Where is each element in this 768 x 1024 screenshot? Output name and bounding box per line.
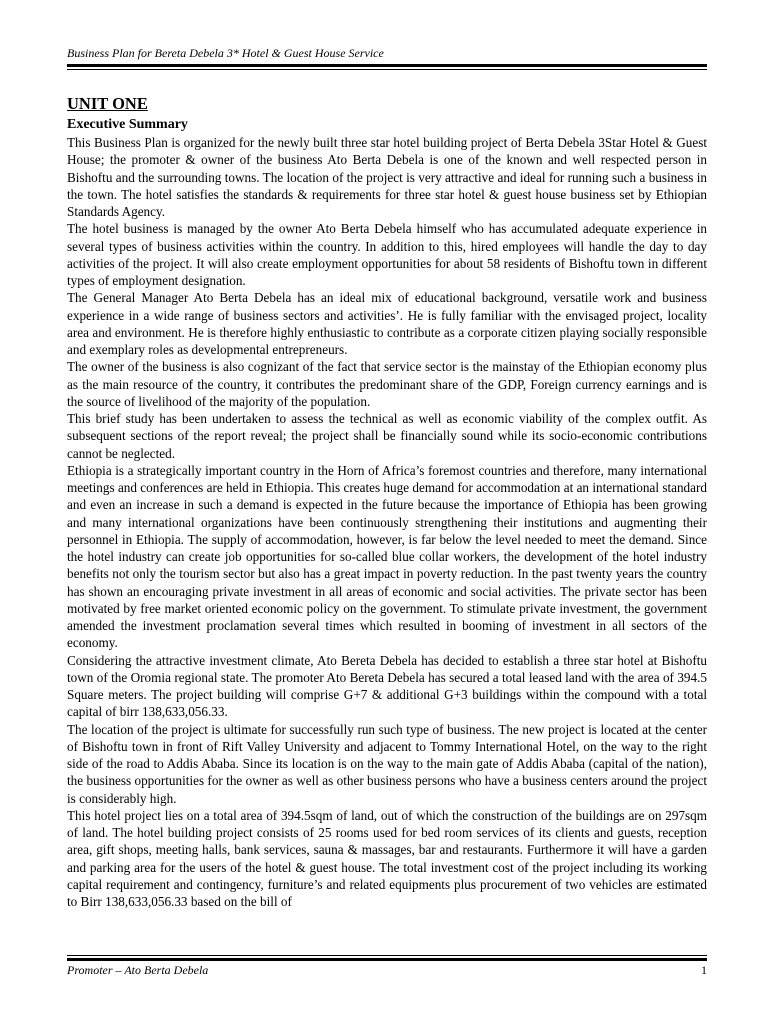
paragraph: This brief study has been undertaken to assess the technical as well as economic viability of the complex outfit. As subsequent sections of the report reveal; the project shall be financially sound while its socio-economic contributions cannot be neglected. bbox=[67, 411, 707, 461]
running-header: Business Plan for Bereta Debela 3* Hotel & Guest House Service bbox=[67, 46, 384, 60]
footer-divider bbox=[67, 955, 707, 961]
running-footer: Promoter – Ato Berta Debela bbox=[67, 963, 209, 977]
paragraph: The General Manager Ato Berta Debela has an ideal mix of educational background, versatile work and business experience in a wide range of business sectors and activities’. He is fully familiar with the envisaged project, locality area and environment. He is therefore highly enthusiastic to contribute as a corporate citizen playing socially responsible and exemplary roles as developmental entrepreneurs. bbox=[67, 290, 707, 357]
paragraph: This Business Plan is organized for the newly built three star hotel building project of Berta Debela 3Star Hotel & Guest House; the promoter & owner of the business Ato Berta Debela is one of the known and well respected person in Bishoftu and the surrounding towns. The location of the project is very attractive and ideal for running such a business in the town. The hotel satisfies the standards & requirements for three star hotel & guest house business set by Ethiopian Standards Agency. bbox=[67, 135, 707, 219]
paragraph: Ethiopia is a strategically important country in the Horn of Africa’s foremost countries and therefore, many international meetings and conferences are held in Ethiopia. This creates huge demand for accommodation at an international standard and even an increase in such a demand is expected in the future because the importance of Ethiopia has been growing and many international organizations have been continuously strengthening their institutions and augmenting their personnel in Ethiopia. The supply of accommodation, however, is far below the level needed to meet the demand. Since the hotel industry can create job opportunities for so-called blue collar workers, the development of the hotel industry benefits not only the tourism sector but also has a great impact in poverty reduction. In the past twenty years the country has shown an encouraging private investment in all areas of economic and social activities. The private sector has been motivated by free market oriented economic policy on the government. To stimulate private investment, the government amended the investment proclamation several times which resulted in booming of investment in all sectors of the economy. bbox=[67, 462, 707, 651]
unit-heading: UNIT ONE bbox=[67, 94, 148, 113]
page-body bbox=[67, 92, 707, 910]
header-divider bbox=[67, 64, 707, 70]
paragraph: The owner of the business is also cognizant of the fact that service sector is the mainstay of the Ethiopian economy plus as the main resource of the country, it contributes the predominant share of the GDP, Foreign currency earnings and is the source of livelihood of the majority of the population. bbox=[67, 359, 707, 409]
paragraph: The hotel business is managed by the owner Ato Berta Debela himself who has accumulated adequate experience in several types of business activities within the country. In addition to this, hired employees will handle the day to day activities of the project. It will also create employment opportunities for about 58 residents of Bishoftu town in different types of employment designation. bbox=[67, 221, 707, 288]
section-heading: Executive Summary bbox=[67, 117, 188, 132]
page-number: 1 bbox=[701, 963, 707, 977]
paragraph: This hotel project lies on a total area of 394.5sqm of land, out of which the construction of the buildings are on 297sqm of land. The hotel building project consists of 25 rooms used for bed room services of its clients and guests, reception area, gift shops, meeting halls, bank services, sauna & massages, bar and restaurants. Furthermore it will have a garden and parking area for the users of the hotel & guest house. The total investment cost of the project including its working capital requirement and contingency, furniture’s and related equipments plus procurement of two vehicles are estimated to Birr 138,633,056.33 based on the bill of bbox=[67, 807, 707, 909]
paragraph: The location of the project is ultimate for successfully run such type of business. The new project is located at the center of Bishoftu town in front of Rift Valley University and adjacent to Tommy International Hotel, on the way to the right side of the road to Addis Ababa. Since its location is on the way to the main gate of Addis Ababa (capital of the nation), the business opportunities for the owner as well as other business persons who have a business centers around the project is considerably high. bbox=[67, 721, 707, 806]
paragraph: Considering the attractive investment climate, Ato Bereta Debela has decided to establish a three star hotel at Bishoftu town of the Oromia regional state. The promoter Ato Bereta Debela has secured a total leased land with the area of 394.5 Square meters. The project building will comprise G+7 & additional G+3 buildings within the compound with a total capital of birr 138,633,056.33. bbox=[67, 652, 707, 720]
